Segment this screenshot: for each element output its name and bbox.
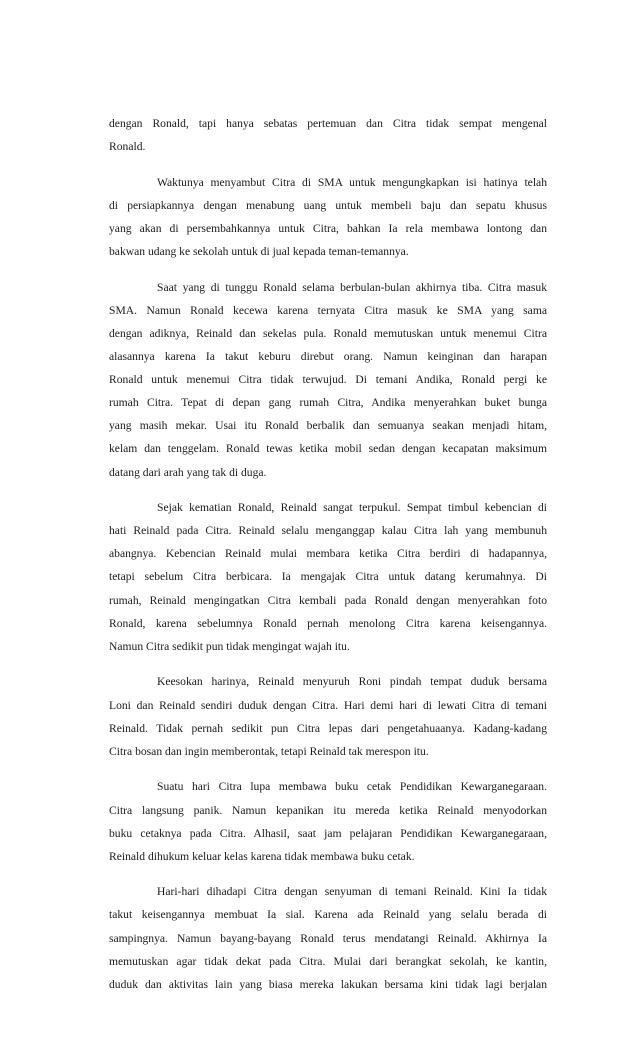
text-line: Ronald. xyxy=(109,140,146,154)
text-line: Hari-hari dihadapi Citra dengan senyuman di temani Reinald. Kini Ia tidak xyxy=(157,885,547,899)
text-line: Suatu hari Citra lupa membawa buku cetak Pendidikan Kewarganegaraan. xyxy=(157,780,547,794)
document-body xyxy=(109,112,547,1008)
text-line: Ronald, karena sebelumnya Ronald pernah menolong Citra karena keisengannya. xyxy=(109,616,547,630)
text-line: rumah, Reinald mengingatkan Citra kembali pada Ronald dengan menyerahkan foto xyxy=(109,593,547,607)
text-line: buku cetaknya pada Citra. Alhasil, saat jam pelajaran Pendidikan Kewarganegaraan, xyxy=(109,826,547,840)
text-line: SMA. Namun Ronald kecewa karena ternyata Citra masuk ke SMA yang sama xyxy=(109,303,547,317)
text-line: sampingnya. Namun bayang-bayang Ronald terus mendatangi Reinald. Akhirnya Ia xyxy=(109,931,547,945)
text-line: Ronald untuk menemui Citra tidak terwujud. Di temani Andika, Ronald pergi ke xyxy=(109,373,547,387)
paragraph xyxy=(109,171,547,263)
text-line: rumah Citra. Tepat di depan gang rumah Citra, Andika menyerahkan buket bunga xyxy=(109,396,547,410)
text-line: alasannya karena Ia takut keburu direbut orang. Namun keinginan dan harapan xyxy=(109,350,547,364)
text-line: kelam dan tenggelam. Ronald tewas ketika mobil sedan dengan kecapatan maksimum xyxy=(109,442,547,456)
text-line: tetapi sebelum Citra berbicara. Ia mengajak Citra untuk datang kerumahnya. Di xyxy=(109,570,547,584)
text-line: Waktunya menyambut Citra di SMA untuk mengungkapkan isi hatinya telah xyxy=(157,175,547,189)
text-line: Keesokan harinya, Reinald menyuruh Roni pindah tempat duduk bersama xyxy=(157,675,547,689)
paragraph xyxy=(109,880,547,995)
text-line: memutuskan agar tidak dekat pada Citra. Mulai dari berangkat sekolah, ke kantin, xyxy=(109,954,547,968)
text-line: Namun Citra sedikit pun tidak mengingat wajah itu. xyxy=(109,639,350,653)
paragraph xyxy=(109,670,547,762)
text-line: yang masih mekar. Usai itu Ronald berbalik dan semuanya seakan menjadi hitam, xyxy=(109,419,547,433)
text-line: Reinald dihukum keluar kelas karena tidak membawa buku cetak. xyxy=(109,849,415,863)
text-line: datang dari arah yang tak di duga. xyxy=(109,465,267,479)
text-line: abangnya. Kebencian Reinald mulai membara ketika Citra berdiri di hadapannya, xyxy=(109,547,547,561)
paragraph xyxy=(109,775,547,867)
text-line: dengan adiknya, Reinald dan sekelas pula. Ronald memutuskan untuk menemui Citra xyxy=(109,326,547,340)
text-line: Citra bosan dan ingin memberontak, tetapi Reinald tak merespon itu. xyxy=(109,744,429,758)
text-line: Citra langsung panik. Namun kepanikan itu mereda ketika Reinald menyodorkan xyxy=(109,803,547,817)
text-line: yang akan di persembahkannya untuk Citra, bahkan Ia rela membawa lontong dan xyxy=(109,221,547,235)
text-line: bakwan udang ke sekolah untuk di jual kepada teman-temannya. xyxy=(109,245,409,259)
text-line: hati Reinald pada Citra. Reinald selalu menganggap kalau Citra lah yang membunuh xyxy=(109,524,547,538)
text-line: Loni dan Reinald sendiri duduk dengan Citra. Hari demi hari di lewati Citra di temani xyxy=(109,698,547,712)
text-line: Reinald. Tidak pernah sedikit pun Citra lepas dari pengetahuaanya. Kadang-kadang xyxy=(109,721,547,735)
text-line: Sejak kematian Ronald, Reinald sangat terpukul. Sempat timbul kebencian di xyxy=(157,501,547,515)
text-line: di persiapkannya dengan menabung uang untuk membeli baju dan sepatu khusus xyxy=(109,198,547,212)
paragraph xyxy=(109,496,547,658)
text-line: takut keisengannya membuat Ia sial. Karena ada Reinald yang selalu berada di xyxy=(109,908,547,922)
text-line: Saat yang di tunggu Ronald selama berbulan-bulan akhirnya tiba. Citra masuk xyxy=(157,280,547,294)
paragraph xyxy=(109,276,547,484)
text-line: dengan Ronald, tapi hanya sebatas pertemuan dan Citra tidak sempat mengenal xyxy=(109,117,547,130)
text-line: duduk dan aktivitas lain yang biasa mereka lakukan bersama kini tidak lagi berjalan xyxy=(109,977,547,991)
paragraph xyxy=(109,112,547,158)
